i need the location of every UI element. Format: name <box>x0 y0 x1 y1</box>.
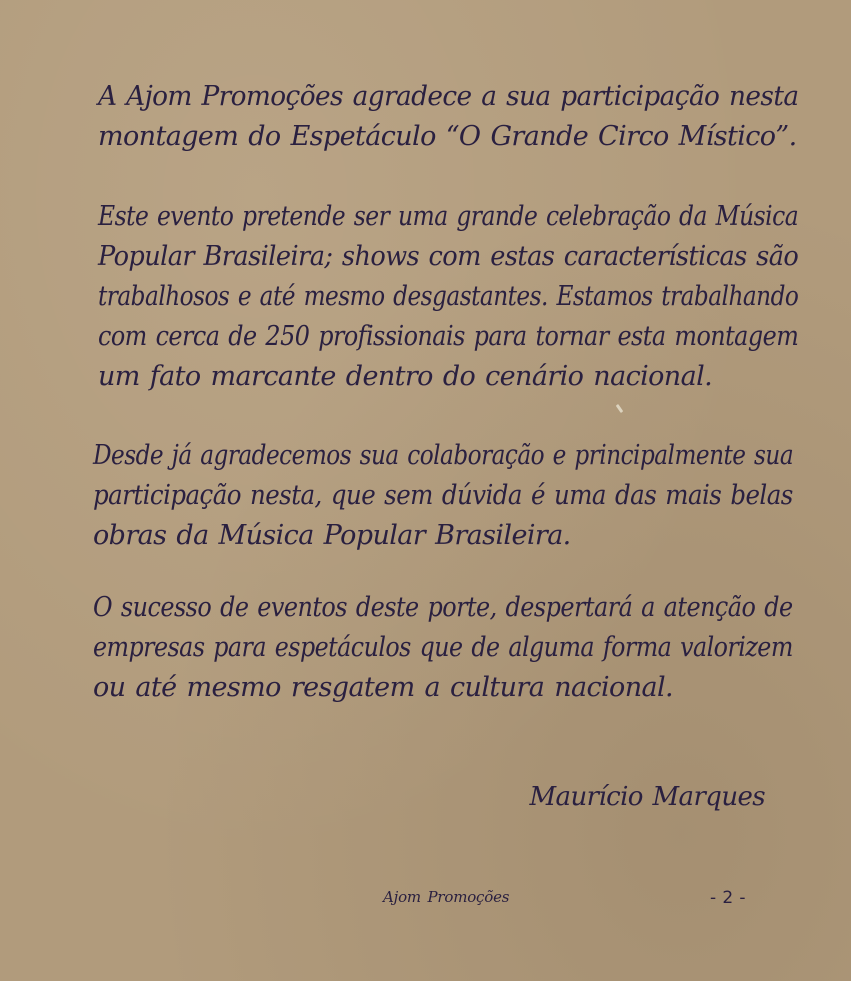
footer-page-number: - 2 - <box>710 888 745 908</box>
text-line: ou até mesmo resgatem a cultura nacional. <box>93 672 674 703</box>
paragraph-success <box>93 588 793 708</box>
paragraph-thanks <box>98 77 799 157</box>
text-line: montagem do Espetáculo “O Grande Circo Místico”. <box>98 121 797 152</box>
text-line: Popular Brasileira; shows com estas características são <box>98 241 799 272</box>
signature: Maurício Marques <box>529 782 765 812</box>
text-line: trabalhosos e até mesmo desgastantes. Estamos trabalhando <box>98 281 799 312</box>
paragraph-collaboration <box>93 436 794 556</box>
text-line: participação nesta, que sem dúvida é uma das mais belas <box>93 480 793 511</box>
text-line: O sucesso de eventos deste porte, despertará a atenção de <box>93 592 793 623</box>
text-line: Este evento pretende ser uma grande celebração da Música <box>98 201 799 232</box>
footer-company-name: Ajom Promoções <box>383 888 510 906</box>
paper-speck <box>616 404 624 413</box>
text-line: um fato marcante dentro do cenário nacional. <box>98 361 713 392</box>
text-line: A Ajom Promoções agradece a sua participação nesta <box>98 81 799 112</box>
text-line: com cerca de 250 profissionais para tornar esta montagem <box>98 321 799 352</box>
text-line: Desde já agradecemos sua colaboração e principalmente sua <box>93 440 794 471</box>
text-line: obras da Música Popular Brasileira. <box>93 520 571 551</box>
paragraph-event <box>98 197 799 397</box>
text-line: empresas para espetáculos que de alguma forma valorizem <box>93 632 793 663</box>
